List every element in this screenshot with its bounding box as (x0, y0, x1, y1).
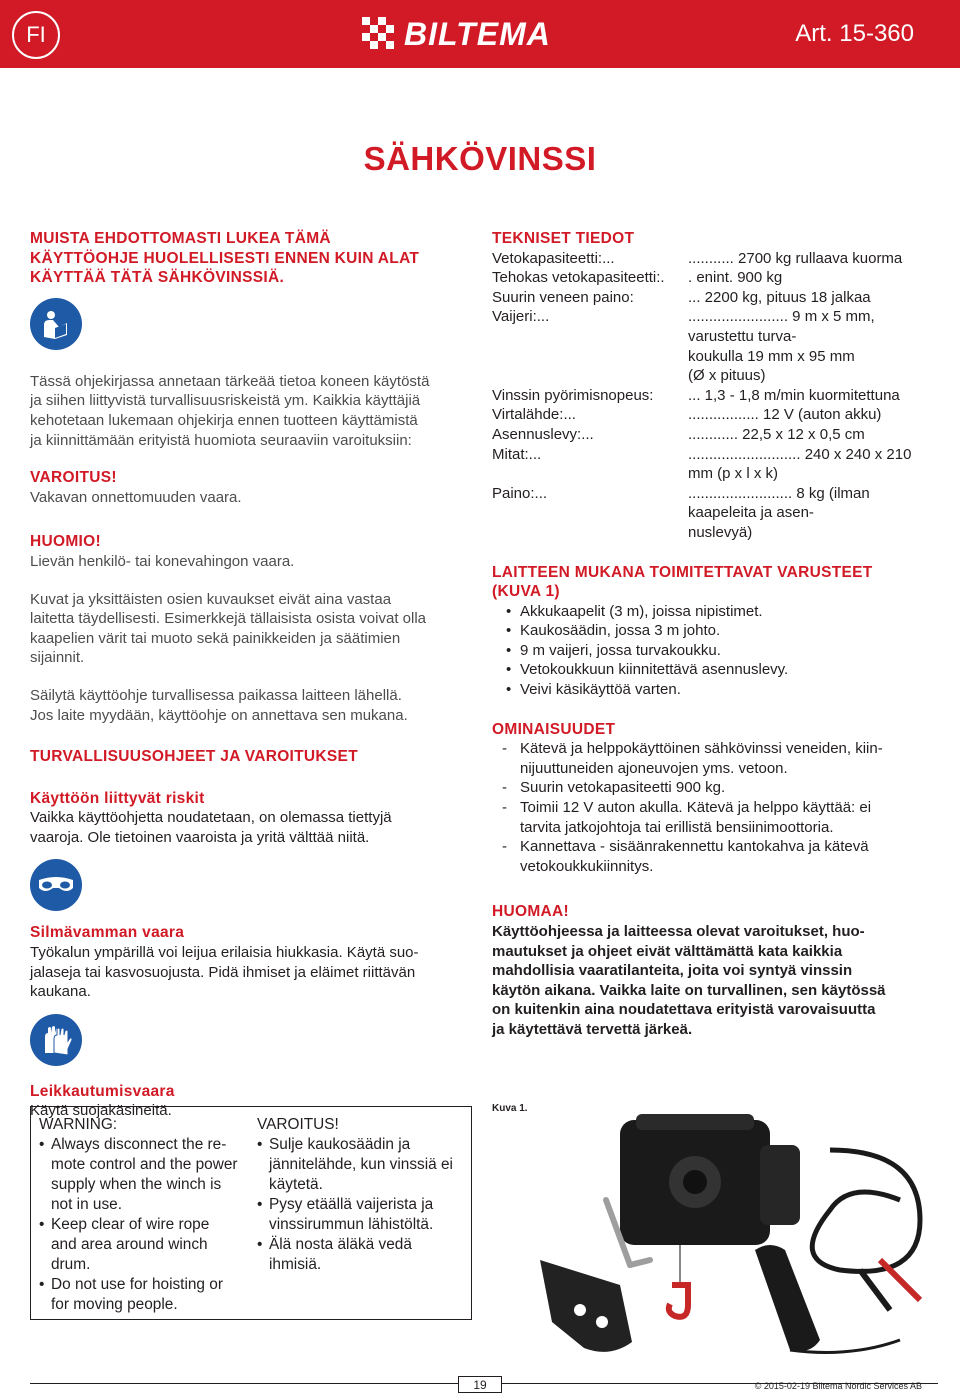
warning-finnish (257, 1115, 469, 1275)
list-item: - Suurin vetokapasiteetti 900 kg. (502, 778, 932, 798)
list-item: • 9 m vaijeri, jossa turvakoukku. (506, 641, 932, 661)
read-manual-icon (30, 298, 82, 350)
list-item: • Älä nosta äläkä vedä ihmisiä. (257, 1235, 469, 1275)
spec-key: Vinssin pyörimisnopeus: (492, 386, 654, 404)
list-item: • Akkukaapelit (3 m), joissa nipistimet. (506, 602, 932, 622)
riskit-heading: Käyttöön liittyvät riskit (30, 789, 205, 807)
spec-value: ......................... 8 kg (ilman kaapeleita ja asen- (688, 484, 870, 522)
warning-finnish-title: VAROITUS! (257, 1116, 339, 1133)
copyright: © 2015-02-19 Biltema Nordic Services AB (754, 1381, 922, 1391)
list-item: - Toimii 12 V auton akulla. Kätevä ja helppo käyttää: ei tarvita jatkojohtoja tai erillistä bensiinimoottoria. (502, 798, 932, 837)
spec-value: ........................... 240 x 240 x 210 mm (p x l x k) (688, 445, 912, 483)
list-item: • Pysy etäällä vaijerista ja vinssirummun lähistöltä. (257, 1195, 469, 1235)
page-title: SÄHKÖVINSSI (363, 140, 597, 177)
spec-row (492, 307, 932, 346)
page-number: 19 (458, 1376, 502, 1393)
left-column (30, 229, 470, 1121)
kuvat-text: Kuvat ja yksittäisten osien kuvaukset eivät aina vastaa laitetta täydellisesti. Esimerkkejä tällaisista osista voivat olla kaapelien värit tai muoto sekä painikkeiden ja säätimien sijainnit. (30, 590, 426, 667)
spec-row (492, 405, 932, 425)
varusteet-list (506, 602, 932, 700)
spec-key: Virtalähde:... (492, 406, 576, 424)
warning-english (39, 1115, 249, 1315)
riskit-text: Vaikka käyttöohjetta noudatetaan, on olemassa tiettyjä vaaroja. Ole tietoinen vaaroista ja yritä välttää niitä. (30, 809, 392, 846)
list-item: • Kaukosäädin, jossa 3 m johto. (506, 621, 932, 641)
intro-heading: MUISTA EHDOTTOMASTI LUKEA TÄMÄ KÄYTTÖOHJE HUOLELLISESTI ENNEN KUIN ALAT KÄYTTÄÄ TÄTÄ SÄHKÖVINSSIÄ. (30, 230, 420, 287)
spec-key: Asennuslevy:... (492, 425, 594, 443)
huomaa-heading: HUOMAA! (492, 903, 570, 921)
spec-row (492, 386, 932, 406)
warning-english-title: WARNING: (39, 1116, 118, 1133)
list-item: • Veivi käsikäyttöä varten. (506, 680, 932, 700)
brand-name: BILTEMA (404, 15, 551, 52)
spec-key: Mitat:... (492, 445, 542, 463)
list-item: • Do not use for hoisting or for moving people. (39, 1275, 249, 1315)
language-badge: FI (12, 11, 60, 59)
list-item: • Sulje kaukosäädin ja jännitelähde, kun vinssiä ei käytetä. (257, 1135, 469, 1195)
huomaa-text: Käyttöohjeessa ja laitteessa olevat varoitukset, huo- mautukset ja ohjeet eivät välttämättä kata kaikkia mahdollisia vaaratilanteita, joita voi syntyä vinssin käytön aikana. Vaikka laite on turvallinen, sen käytössä on kuitenkin aina noudatettava erityistä varovaisuutta ja käytettävä tervettä järkeä. (492, 923, 886, 1038)
varoitus-heading: VAROITUS! (30, 469, 117, 487)
spec-value: ... 2200 kg, pituus 18 jalkaa (688, 288, 871, 306)
spec-row (492, 268, 932, 288)
spec-key: Tehokas vetokapasiteetti:. (492, 269, 665, 287)
protective-gloves-icon (30, 1014, 82, 1066)
ominaisuudet-list (502, 739, 932, 876)
spec-key: Vetokapasiteetti:... (492, 249, 615, 267)
list-item: • Always disconnect the re- mote control and the power supply when the winch is not in use. (39, 1135, 249, 1215)
checkered-flag-icon (362, 17, 396, 51)
spec-row (492, 249, 932, 269)
huomio-text: Lievän henkilö- tai konevahingon vaara. (30, 552, 295, 570)
list-item: • Vetokoukkuun kiinnitettävä asennuslevy. (506, 660, 932, 680)
spec-row (492, 347, 932, 367)
spec-value: ................. 12 V (auton akku) (688, 406, 882, 424)
list-item: • Keep clear of wire rope and area around winch drum. (39, 1215, 249, 1275)
huomio-heading: HUOMIO! (30, 533, 101, 551)
spec-key (492, 523, 688, 543)
varusteet-heading: LAITTEEN MUKANA TOIMITETTAVAT VARUSTEET (KUVA 1) (492, 563, 873, 601)
spec-row (492, 425, 932, 445)
list-item: - Kätevä ja helppokäyttöinen sähkövinssi veneiden, kiin- nijuuttuneiden ajoneuvojen yms. vetoon. (502, 739, 932, 778)
spec-value: ............ 22,5 x 12 x 0,5 cm (688, 425, 865, 443)
spec-value: ........................ 9 m x 5 mm, varustettu turva- (688, 308, 875, 345)
spec-value: (Ø x pituus) (688, 367, 766, 385)
ominaisuudet-heading: OMINAISUUDET (492, 720, 616, 738)
spec-value: ........... 2700 kg rullaava kuorma (688, 249, 903, 267)
silma-text: Työkalun ympärillä voi leijua erilaisia hiukkasia. Käytä suo- jalaseja tai kasvosuojusta. Pidä ihmiset ja eläimet riittävän kaukana. (30, 944, 419, 1001)
spec-row (492, 484, 932, 523)
leik-heading: Leikkautumisvaara (30, 1082, 175, 1100)
article-number: Art. 15-360 (795, 20, 914, 47)
spec-row (492, 288, 932, 308)
spec-key: Vaijeri:... (492, 308, 550, 326)
varoitus-text: Vakavan onnettomuuden vaara. (30, 488, 242, 506)
list-item: - Kannettava - sisäänrakennettu kantokahva ja kätevä vetokoukkukiinnitys. (502, 837, 932, 876)
spec-value: nuslevyä) (688, 523, 753, 541)
warning-box (30, 1106, 472, 1320)
right-column (492, 229, 932, 1040)
spec-key: Paino:... (492, 484, 548, 502)
spec-row (492, 366, 932, 386)
spec-value: ... 1,3 - 1,8 m/min kuormitettuna (688, 386, 900, 404)
spec-key (492, 366, 688, 386)
spec-row (492, 445, 932, 484)
header-bar (0, 0, 960, 68)
spec-key (492, 347, 688, 367)
spec-row (492, 523, 932, 543)
sailyta-text: Säilytä käyttöohje turvallisessa paikassa laitteen lähellä. Jos laite myydään, käyttöohje on annettava sen mukana. (30, 686, 408, 724)
spec-key: Suurin veneen paino: (492, 288, 634, 306)
spec-list (492, 249, 932, 543)
brand-logo (362, 17, 551, 51)
silma-heading: Silmävamman vaara (30, 924, 185, 942)
spec-value: koukulla 19 mm x 95 mm (688, 347, 855, 365)
spec-value: . enint. 900 kg (688, 269, 783, 287)
leik-text: Käytä suojakäsineitä. (30, 1102, 172, 1120)
winch-illustration (520, 1110, 940, 1360)
safety-goggles-icon (30, 859, 82, 911)
figure-label: Kuva 1. (492, 1103, 528, 1114)
safety-heading: TURVALLISUUSOHJEET JA VAROITUKSET (30, 748, 358, 766)
tekniset-heading: TEKNISET TIEDOT (492, 230, 635, 247)
intro-text: Tässä ohjekirjassa annetaan tärkeää tietoa koneen käytöstä ja siihen liittyvistä turvallisuusriskeistä ym. Kaikkia käyttäjiä kehotetaan lukemaan ohjekirja ennen tuotteen käyttämistä ja kiinnittämään erityistä huomiota seuraaviin varoituksiin: (30, 372, 430, 449)
